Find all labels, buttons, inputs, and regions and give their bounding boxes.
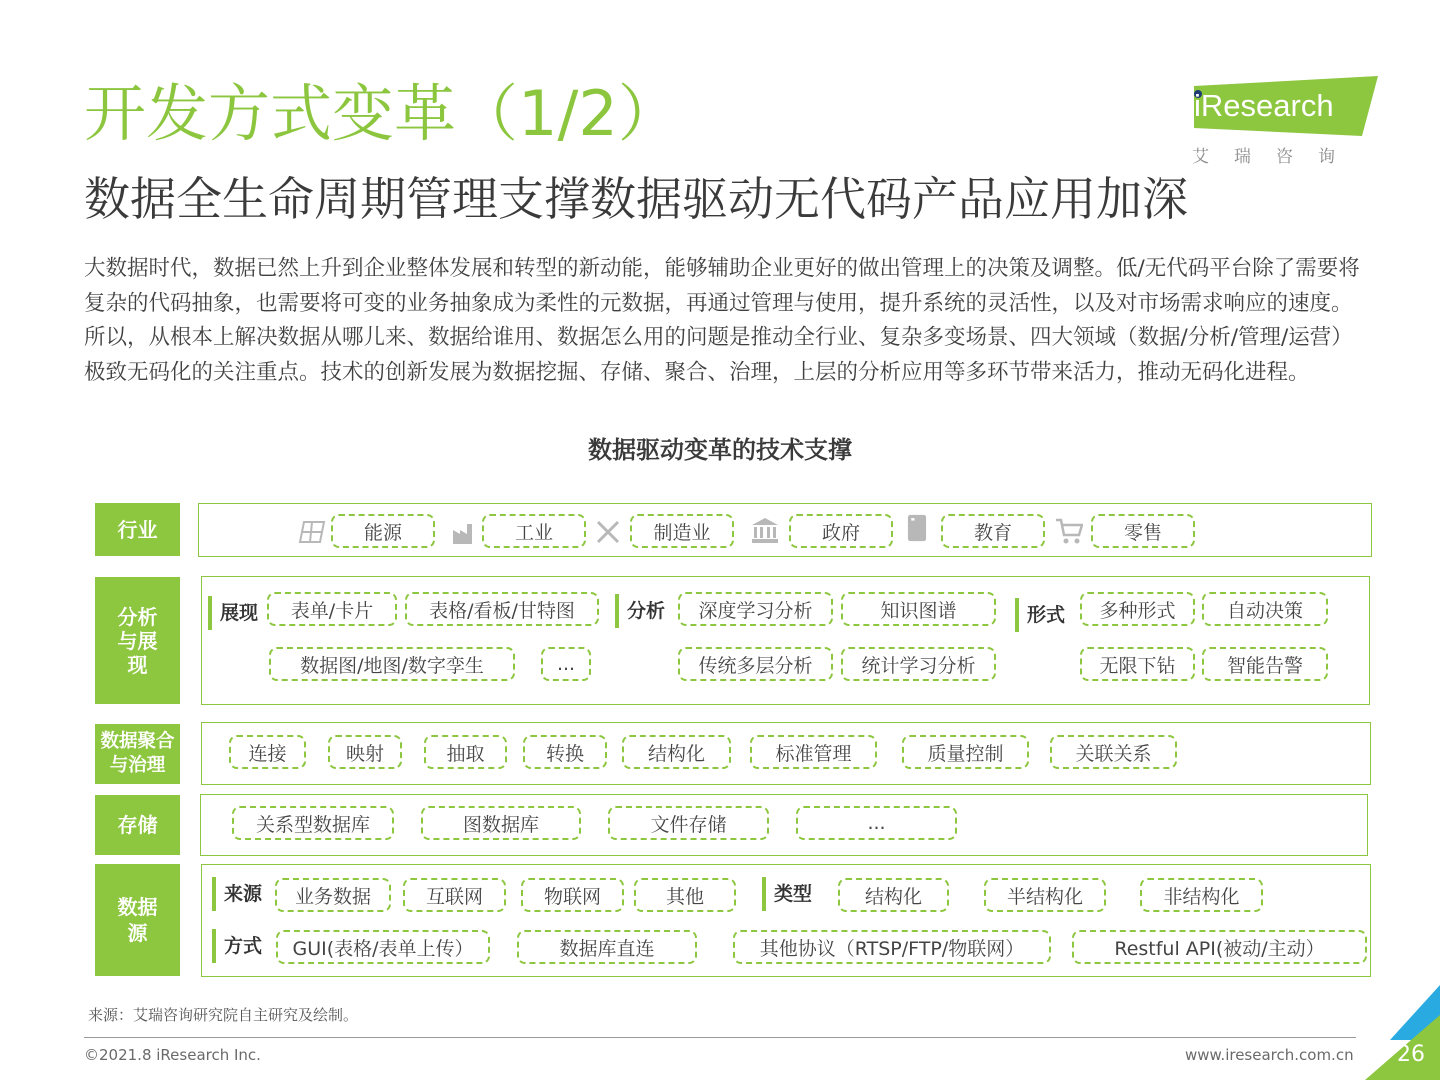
form-tag: 智能告警 (1202, 647, 1328, 681)
category-label: 数据源 (117, 895, 158, 945)
analyze-tag: 传统多层分析 (678, 647, 833, 681)
industry-tag: 制造业 (630, 514, 734, 548)
industry-tag: 政府 (789, 514, 893, 548)
origin-tag: 互联网 (403, 878, 506, 912)
intro-paragraph: 大数据时代，数据已然上升到企业整体发展和转型的新动能，能够辅助企业更好的做出管理上的决策及调整。低/无代码平台除了需要将复杂的代码抽象，也需要将可变的业务抽象成为柔性的元数据，再通过管理与使用，提升系统的灵活性，以及对市场需求响应的速度。所以，从根本上解决数据从哪儿来、数据给谁用、数据怎么用的问题是推动全行业、复杂多变场景、四大领域（数据/分析/管理/运营）极致无码化的关注重点。技术的创新发展为数据挖掘、存储、聚合、治理，上层的分析应用等多环节带来活力，推动无码化进程。 (84, 256, 1360, 385)
storage-tag: 图数据库 (421, 806, 581, 840)
copyright: ©2021.8 iResearch Inc. (84, 1046, 261, 1064)
sublabel-method: 方式 (212, 929, 262, 963)
storage-tag: 关系型数据库 (232, 806, 394, 840)
category-data-source (95, 864, 180, 976)
analyze-tag: 知识图谱 (841, 592, 996, 626)
footer-divider (84, 1037, 1356, 1038)
storage-tag: ... (796, 806, 957, 840)
page-title: 开发方式变革（1/2） (84, 77, 680, 150)
sublabel-type: 类型 (762, 877, 812, 911)
tools-icon (594, 518, 622, 546)
display-tag: 表单/卡片 (267, 592, 397, 626)
origin-tag: 业务数据 (275, 878, 391, 912)
industry-tag: 教育 (941, 514, 1045, 548)
governance-tag: 转换 (523, 735, 607, 769)
website-link[interactable]: www.iresearch.com.cn (1185, 1046, 1354, 1064)
category-analysis-display (95, 577, 180, 704)
analyze-tag: 统计学习分析 (841, 647, 996, 681)
category-label: 分析与展现 (117, 604, 158, 677)
form-tag: 自动决策 (1202, 592, 1328, 626)
category-governance (95, 724, 180, 784)
type-tag: 非结构化 (1140, 878, 1263, 912)
display-tag: 数据图/地图/数字孪生 (269, 647, 515, 681)
origin-tag: 物联网 (521, 878, 624, 912)
industry-tag: 能源 (331, 514, 435, 548)
storage-tag: 文件存储 (608, 806, 769, 840)
diagram-title: 数据驱动变革的技术支撑 (588, 436, 852, 464)
category-industry: 行业 (95, 503, 180, 556)
source-note: 来源：艾瑞咨询研究院自主研究及绘制。 (88, 1006, 359, 1024)
governance-tag: 关联关系 (1050, 735, 1177, 769)
sublabel-analyze: 分析 (615, 594, 665, 628)
type-tag: 半结构化 (984, 878, 1106, 912)
origin-tag: 其他 (634, 878, 736, 912)
industry-tag: 零售 (1091, 514, 1195, 548)
sublabel-form: 形式 (1015, 598, 1065, 632)
government-building-icon (751, 516, 779, 544)
display-tag: 表格/看板/甘特图 (405, 592, 599, 626)
category-label: 数据聚合与治理 (100, 731, 175, 776)
industry-tag: 工业 (482, 514, 586, 548)
governance-tag: 映射 (328, 735, 402, 769)
sublabel-origin: 来源 (212, 877, 262, 911)
display-tag: ... (541, 647, 591, 681)
governance-tag: 连接 (229, 735, 306, 769)
category-storage: 存储 (95, 795, 180, 855)
page-subtitle: 数据全生命周期管理支撑数据驱动无代码产品应用加深 (84, 172, 1188, 226)
form-tag: 多种形式 (1080, 592, 1195, 626)
method-tag: 数据库直连 (517, 930, 697, 964)
governance-tag: 抽取 (424, 735, 507, 769)
logo-chinese-name: 艾瑞咨询 (1192, 147, 1360, 167)
method-tag: GUI(表格/表单上传） (276, 930, 490, 964)
sublabel-display: 展现 (208, 596, 258, 630)
factory-icon (451, 518, 479, 546)
governance-tag: 标准管理 (750, 735, 877, 769)
form-tag: 无限下钻 (1080, 647, 1195, 681)
governance-tag: 质量控制 (902, 735, 1029, 769)
book-icon (903, 514, 931, 542)
solar-panel-icon (298, 518, 326, 546)
iresearch-logo (1186, 76, 1376, 166)
logo-wordmark: iResearch (1194, 88, 1334, 123)
type-tag: 结构化 (838, 878, 949, 912)
analyze-tag: 深度学习分析 (678, 592, 833, 626)
method-tag: Restful API(被动/主动） (1072, 930, 1367, 964)
shopping-cart-icon (1055, 517, 1083, 545)
governance-tag: 结构化 (622, 735, 731, 769)
page-number: 26 (1397, 1042, 1425, 1067)
method-tag: 其他协议（RTSP/FTP/物联网） (733, 930, 1051, 964)
